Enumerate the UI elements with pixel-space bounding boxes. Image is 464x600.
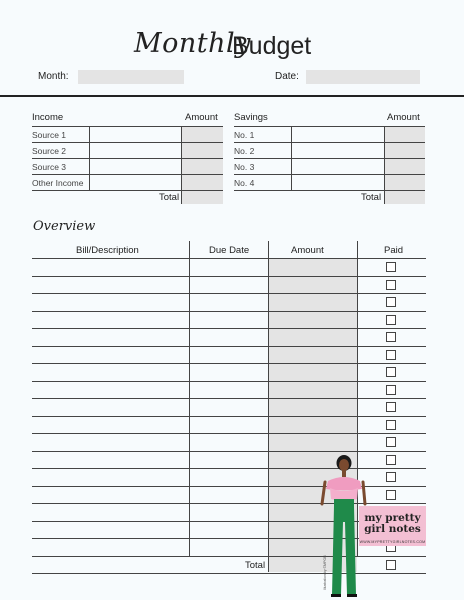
col-header-amount: Amount (291, 245, 324, 256)
table-row-line (32, 276, 426, 277)
income-row-label: Source 3 (32, 162, 67, 172)
income-rule (32, 174, 223, 175)
income-rule (32, 126, 223, 127)
savings-rule (234, 190, 425, 191)
savings-divider (384, 126, 385, 204)
brand-url: WWW.MYPRETTYGIRLNOTES.COM (359, 540, 426, 544)
right-shoe-shape (347, 594, 357, 597)
income-amount-heading: Amount (185, 112, 218, 123)
paid-checkbox[interactable] (386, 350, 396, 360)
income-divider (89, 126, 90, 190)
income-rule (32, 190, 223, 191)
paid-checkbox[interactable] (386, 297, 396, 307)
savings-row-label: No. 3 (234, 162, 255, 172)
table-row-line (32, 311, 426, 312)
paid-checkbox[interactable] (386, 490, 396, 500)
savings-rule (234, 174, 425, 175)
income-divider (181, 126, 182, 204)
savings-row-label: No. 2 (234, 146, 255, 156)
savings-total-label: Total (361, 192, 382, 203)
savings-amount-heading: Amount (387, 112, 420, 123)
savings-row-label: No. 1 (234, 130, 255, 140)
savings-divider (291, 126, 292, 190)
paid-checkbox[interactable] (386, 262, 396, 272)
table-row-line (32, 328, 426, 329)
paid-checkbox[interactable] (386, 332, 396, 342)
income-row-label: Source 2 (32, 146, 67, 156)
paid-checkbox[interactable] (386, 455, 396, 465)
overview-divider (268, 241, 269, 572)
savings-rule (234, 126, 425, 127)
col-header-paid: Paid (384, 245, 404, 256)
illustration-credit: Illustration by ©MPGN (323, 555, 327, 590)
table-row-line (32, 381, 426, 382)
paid-checkbox[interactable] (386, 560, 396, 570)
income-row-label: Source 1 (32, 130, 67, 140)
date-label: Date: (275, 71, 299, 82)
col-header-due-date: Due Date (209, 245, 250, 256)
paid-checkbox[interactable] (386, 437, 396, 447)
income-amount-column[interactable] (181, 127, 223, 204)
income-total-label: Total (159, 192, 180, 203)
face-shape (339, 459, 349, 471)
left-shoe-shape (331, 594, 341, 597)
overview-total-label: Total (245, 560, 266, 571)
table-row-line (32, 398, 426, 399)
neck-shape (342, 470, 346, 477)
logo-line-2: girl notes (364, 523, 421, 535)
title-main: Budget (232, 32, 312, 60)
paid-checkbox[interactable] (386, 420, 396, 430)
table-row-line (32, 346, 426, 347)
paid-checkbox[interactable] (386, 472, 396, 482)
paid-checkbox[interactable] (386, 280, 396, 290)
savings-rule (234, 142, 425, 143)
month-field[interactable] (78, 70, 184, 84)
paid-checkbox[interactable] (386, 402, 396, 412)
income-rule (32, 142, 223, 143)
income-rule (32, 158, 223, 159)
paid-checkbox[interactable] (386, 367, 396, 377)
month-label: Month: (38, 71, 69, 82)
table-row-line (32, 258, 426, 259)
income-row-label: Other Income (32, 178, 84, 188)
table-row-line (32, 433, 426, 434)
title-script: Monthly (134, 28, 251, 59)
pants-shape (332, 506, 356, 595)
income-heading: Income (32, 112, 64, 123)
header-divider (0, 95, 464, 97)
right-arm-shape (363, 482, 365, 504)
col-header-bill: Bill/Description (76, 245, 139, 256)
waist-shape (334, 499, 354, 507)
savings-amount-column[interactable] (384, 127, 425, 204)
table-row-line (32, 363, 426, 364)
left-arm-shape (322, 482, 325, 504)
top-ruffle-shape (326, 477, 362, 491)
logo-line-1: my pretty (364, 512, 421, 524)
table-row-line (32, 293, 426, 294)
savings-heading: Savings (234, 112, 268, 123)
table-row-line (32, 416, 426, 417)
savings-row-label: No. 4 (234, 178, 255, 188)
overview-heading: Overview (33, 219, 96, 234)
date-field[interactable] (306, 70, 420, 84)
paid-checkbox[interactable] (386, 315, 396, 325)
savings-rule (234, 158, 425, 159)
paid-checkbox[interactable] (386, 385, 396, 395)
